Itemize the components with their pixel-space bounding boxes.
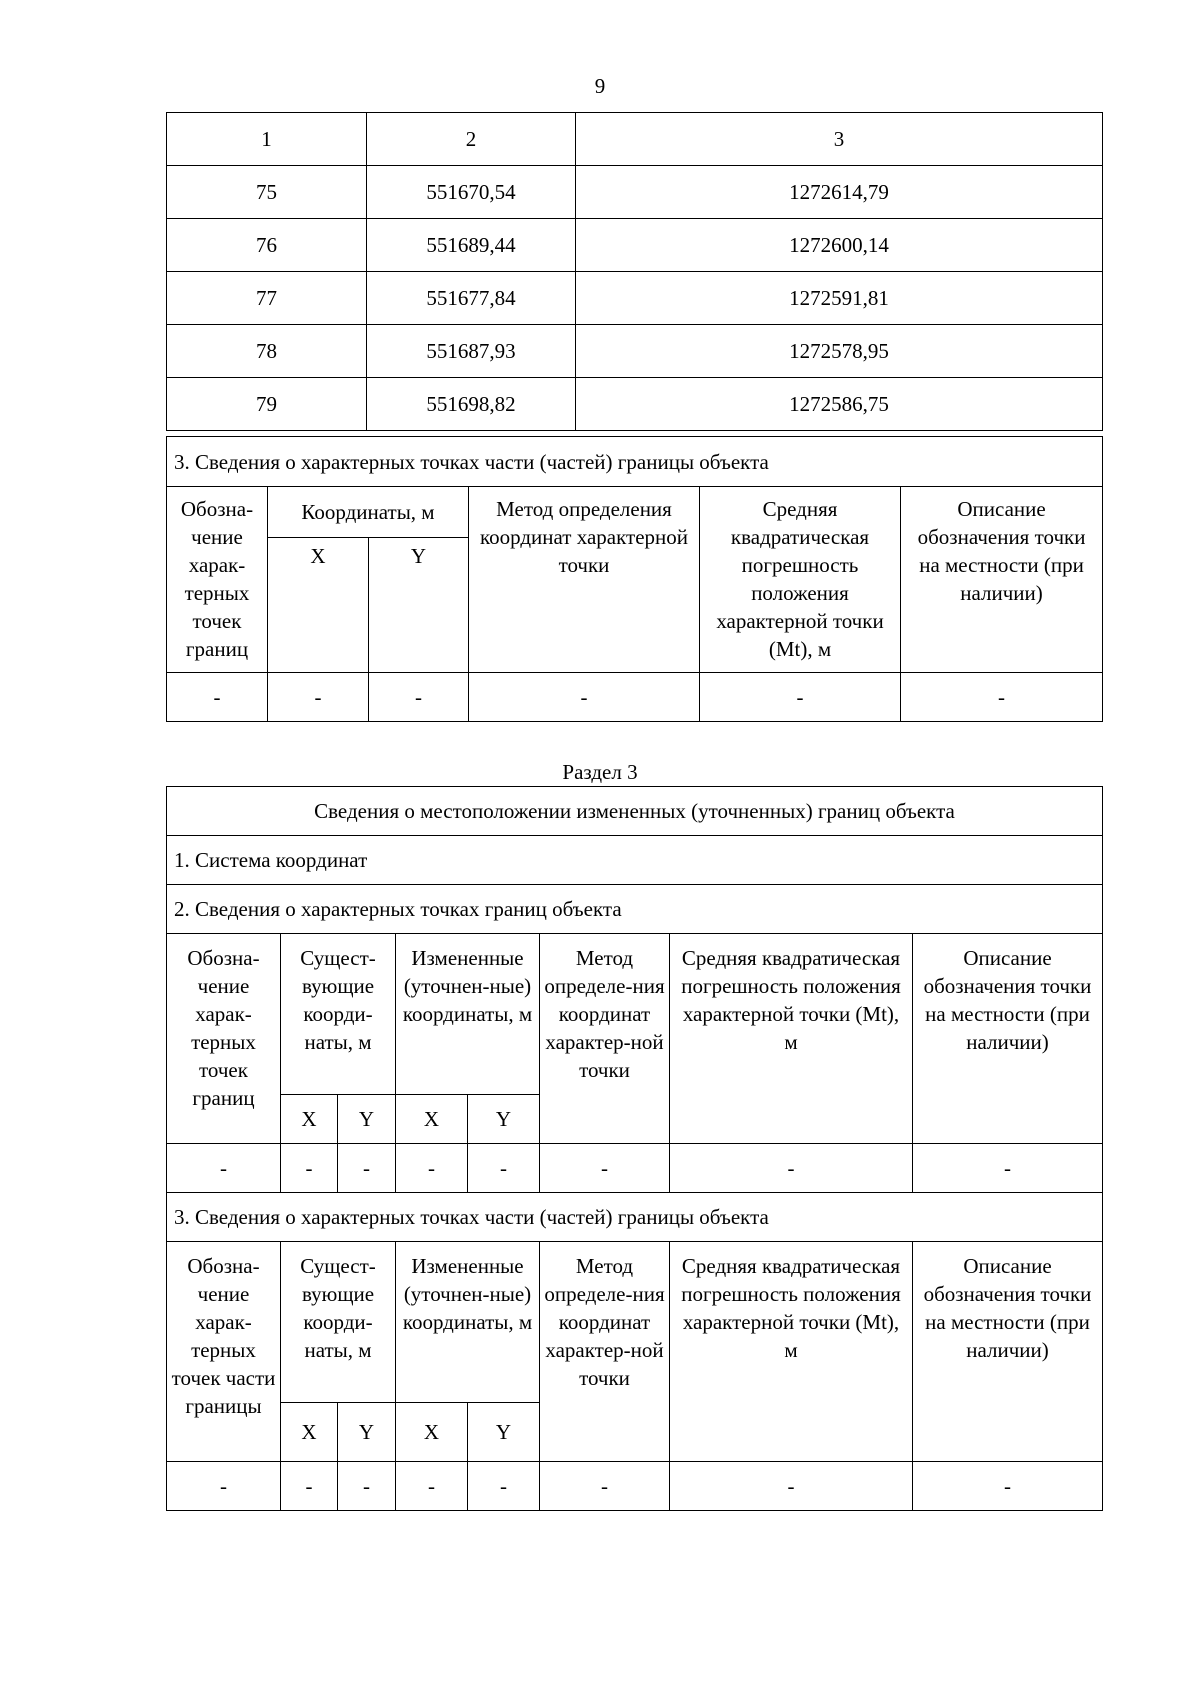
coord-y: 1272614,79 <box>576 166 1103 219</box>
cell-dash: - <box>913 1144 1103 1193</box>
coord-y: 1272600,14 <box>576 219 1103 272</box>
section-heading: Раздел 3 <box>562 760 638 784</box>
cell-dash: - <box>167 673 268 722</box>
header-description: Описание обозначения точки на местности (при наличии) <box>913 934 1103 1144</box>
page-number: 9 <box>594 74 606 98</box>
table-row <box>167 1144 1103 1193</box>
section3-title: Сведения о местоположении измененных (уточненных) границ объекта <box>167 787 1103 836</box>
table-row <box>167 272 1103 325</box>
header-changed-coords: Измененные (уточнен-ные) координаты, м <box>396 934 540 1095</box>
header-y: Y <box>468 1095 540 1144</box>
cell-dash: - <box>268 673 369 722</box>
header-x: X <box>268 537 369 672</box>
cell-dash: - <box>369 673 469 722</box>
header-cell: 2 <box>367 113 576 166</box>
header-designation: Обозна-чение харак-терных точек границ <box>167 487 268 673</box>
cell-dash: - <box>338 1462 396 1511</box>
table-title-row <box>167 437 1103 487</box>
header-method: Метод определения координат характерной точки <box>469 487 700 673</box>
points-title: 2. Сведения о характерных точках границ объекта <box>167 885 1103 934</box>
cell-dash: - <box>468 1144 540 1193</box>
cell-dash: - <box>396 1462 468 1511</box>
cell-dash: - <box>901 673 1103 722</box>
coordinates-table <box>166 112 1103 431</box>
header-changed-coords: Измененные (уточнен-ные) координаты, м <box>396 1242 540 1403</box>
table-title-row <box>167 787 1103 836</box>
cell-dash: - <box>338 1144 396 1193</box>
cell-dash: - <box>281 1144 338 1193</box>
table-row <box>167 378 1103 431</box>
header-description: Описание обозначения точки на местности (при наличии) <box>913 1242 1103 1462</box>
header-y: Y <box>468 1403 540 1462</box>
header-designation: Обозна-чение харак-терных точек части границы <box>167 1242 281 1462</box>
header-method: Метод определе-ния координат характер-ной точки <box>540 934 670 1144</box>
header-existing-coords: Сущест-вующие коорди-наты, м <box>281 934 396 1095</box>
cell-dash: - <box>167 1144 281 1193</box>
cell-dash: - <box>469 673 700 722</box>
header-y: Y <box>369 537 469 672</box>
coord-x: 551670,54 <box>367 166 576 219</box>
header-method: Метод определе-ния координат характер-ной точки <box>540 1242 670 1462</box>
table-title-row <box>167 1193 1103 1242</box>
coord-x: 551698,82 <box>367 378 576 431</box>
header-x: X <box>396 1095 468 1144</box>
header-x: X <box>396 1403 468 1462</box>
cell-dash: - <box>700 673 901 722</box>
header-cell: 1 <box>167 113 367 166</box>
table-row <box>167 673 1103 722</box>
cell-dash: - <box>281 1462 338 1511</box>
cell-dash: - <box>670 1144 913 1193</box>
table-header-row <box>167 934 1103 1095</box>
header-coordinates: Координаты, м <box>268 487 469 538</box>
header-y: Y <box>338 1095 396 1144</box>
cell-dash: - <box>670 1462 913 1511</box>
point-number: 77 <box>167 272 367 325</box>
coord-y: 1272586,75 <box>576 378 1103 431</box>
coord-system: 1. Система координат <box>167 836 1103 885</box>
table-row <box>167 325 1103 378</box>
part-points-table <box>166 436 1103 722</box>
header-existing-coords: Сущест-вующие коорди-наты, м <box>281 1242 396 1403</box>
cell-dash: - <box>913 1462 1103 1511</box>
point-number: 75 <box>167 166 367 219</box>
header-x: X <box>281 1403 338 1462</box>
header-designation: Обозна-чение харак-терных точек границ <box>167 934 281 1144</box>
header-description: Описание обозначения точки на местности (при наличии) <box>901 487 1103 673</box>
header-cell: 3 <box>576 113 1103 166</box>
header-error: Средняя квадратическая погрешность положения характерной точки (Mt), м <box>670 1242 913 1462</box>
table-row <box>167 166 1103 219</box>
table-title-row <box>167 885 1103 934</box>
point-number: 79 <box>167 378 367 431</box>
cell-dash: - <box>540 1144 670 1193</box>
header-x: X <box>281 1095 338 1144</box>
cell-dash: - <box>167 1462 281 1511</box>
section3-table <box>166 786 1103 1511</box>
coord-y: 1272578,95 <box>576 325 1103 378</box>
table-title-row <box>167 836 1103 885</box>
coord-x: 551677,84 <box>367 272 576 325</box>
table-header-row <box>167 113 1103 166</box>
header-y: Y <box>338 1403 396 1462</box>
point-number: 78 <box>167 325 367 378</box>
table-header-row <box>167 487 1103 538</box>
part-points-title: 3. Сведения о характерных точках части (частей) границы объекта <box>167 1193 1103 1242</box>
table-header-row <box>167 1242 1103 1403</box>
cell-dash: - <box>540 1462 670 1511</box>
part-points-title: 3. Сведения о характерных точках части (частей) границы объекта <box>167 437 1103 487</box>
coord-y: 1272591,81 <box>576 272 1103 325</box>
table-row <box>167 1462 1103 1511</box>
point-number: 76 <box>167 219 367 272</box>
cell-dash: - <box>468 1462 540 1511</box>
coord-x: 551689,44 <box>367 219 576 272</box>
header-error: Средняя квадратическая погрешность положения характерной точки (Mt), м <box>670 934 913 1144</box>
table-row <box>167 219 1103 272</box>
coord-x: 551687,93 <box>367 325 576 378</box>
cell-dash: - <box>396 1144 468 1193</box>
header-error: Средняя квадратическая погрешность положения характерной точки (Mt), м <box>700 487 901 673</box>
